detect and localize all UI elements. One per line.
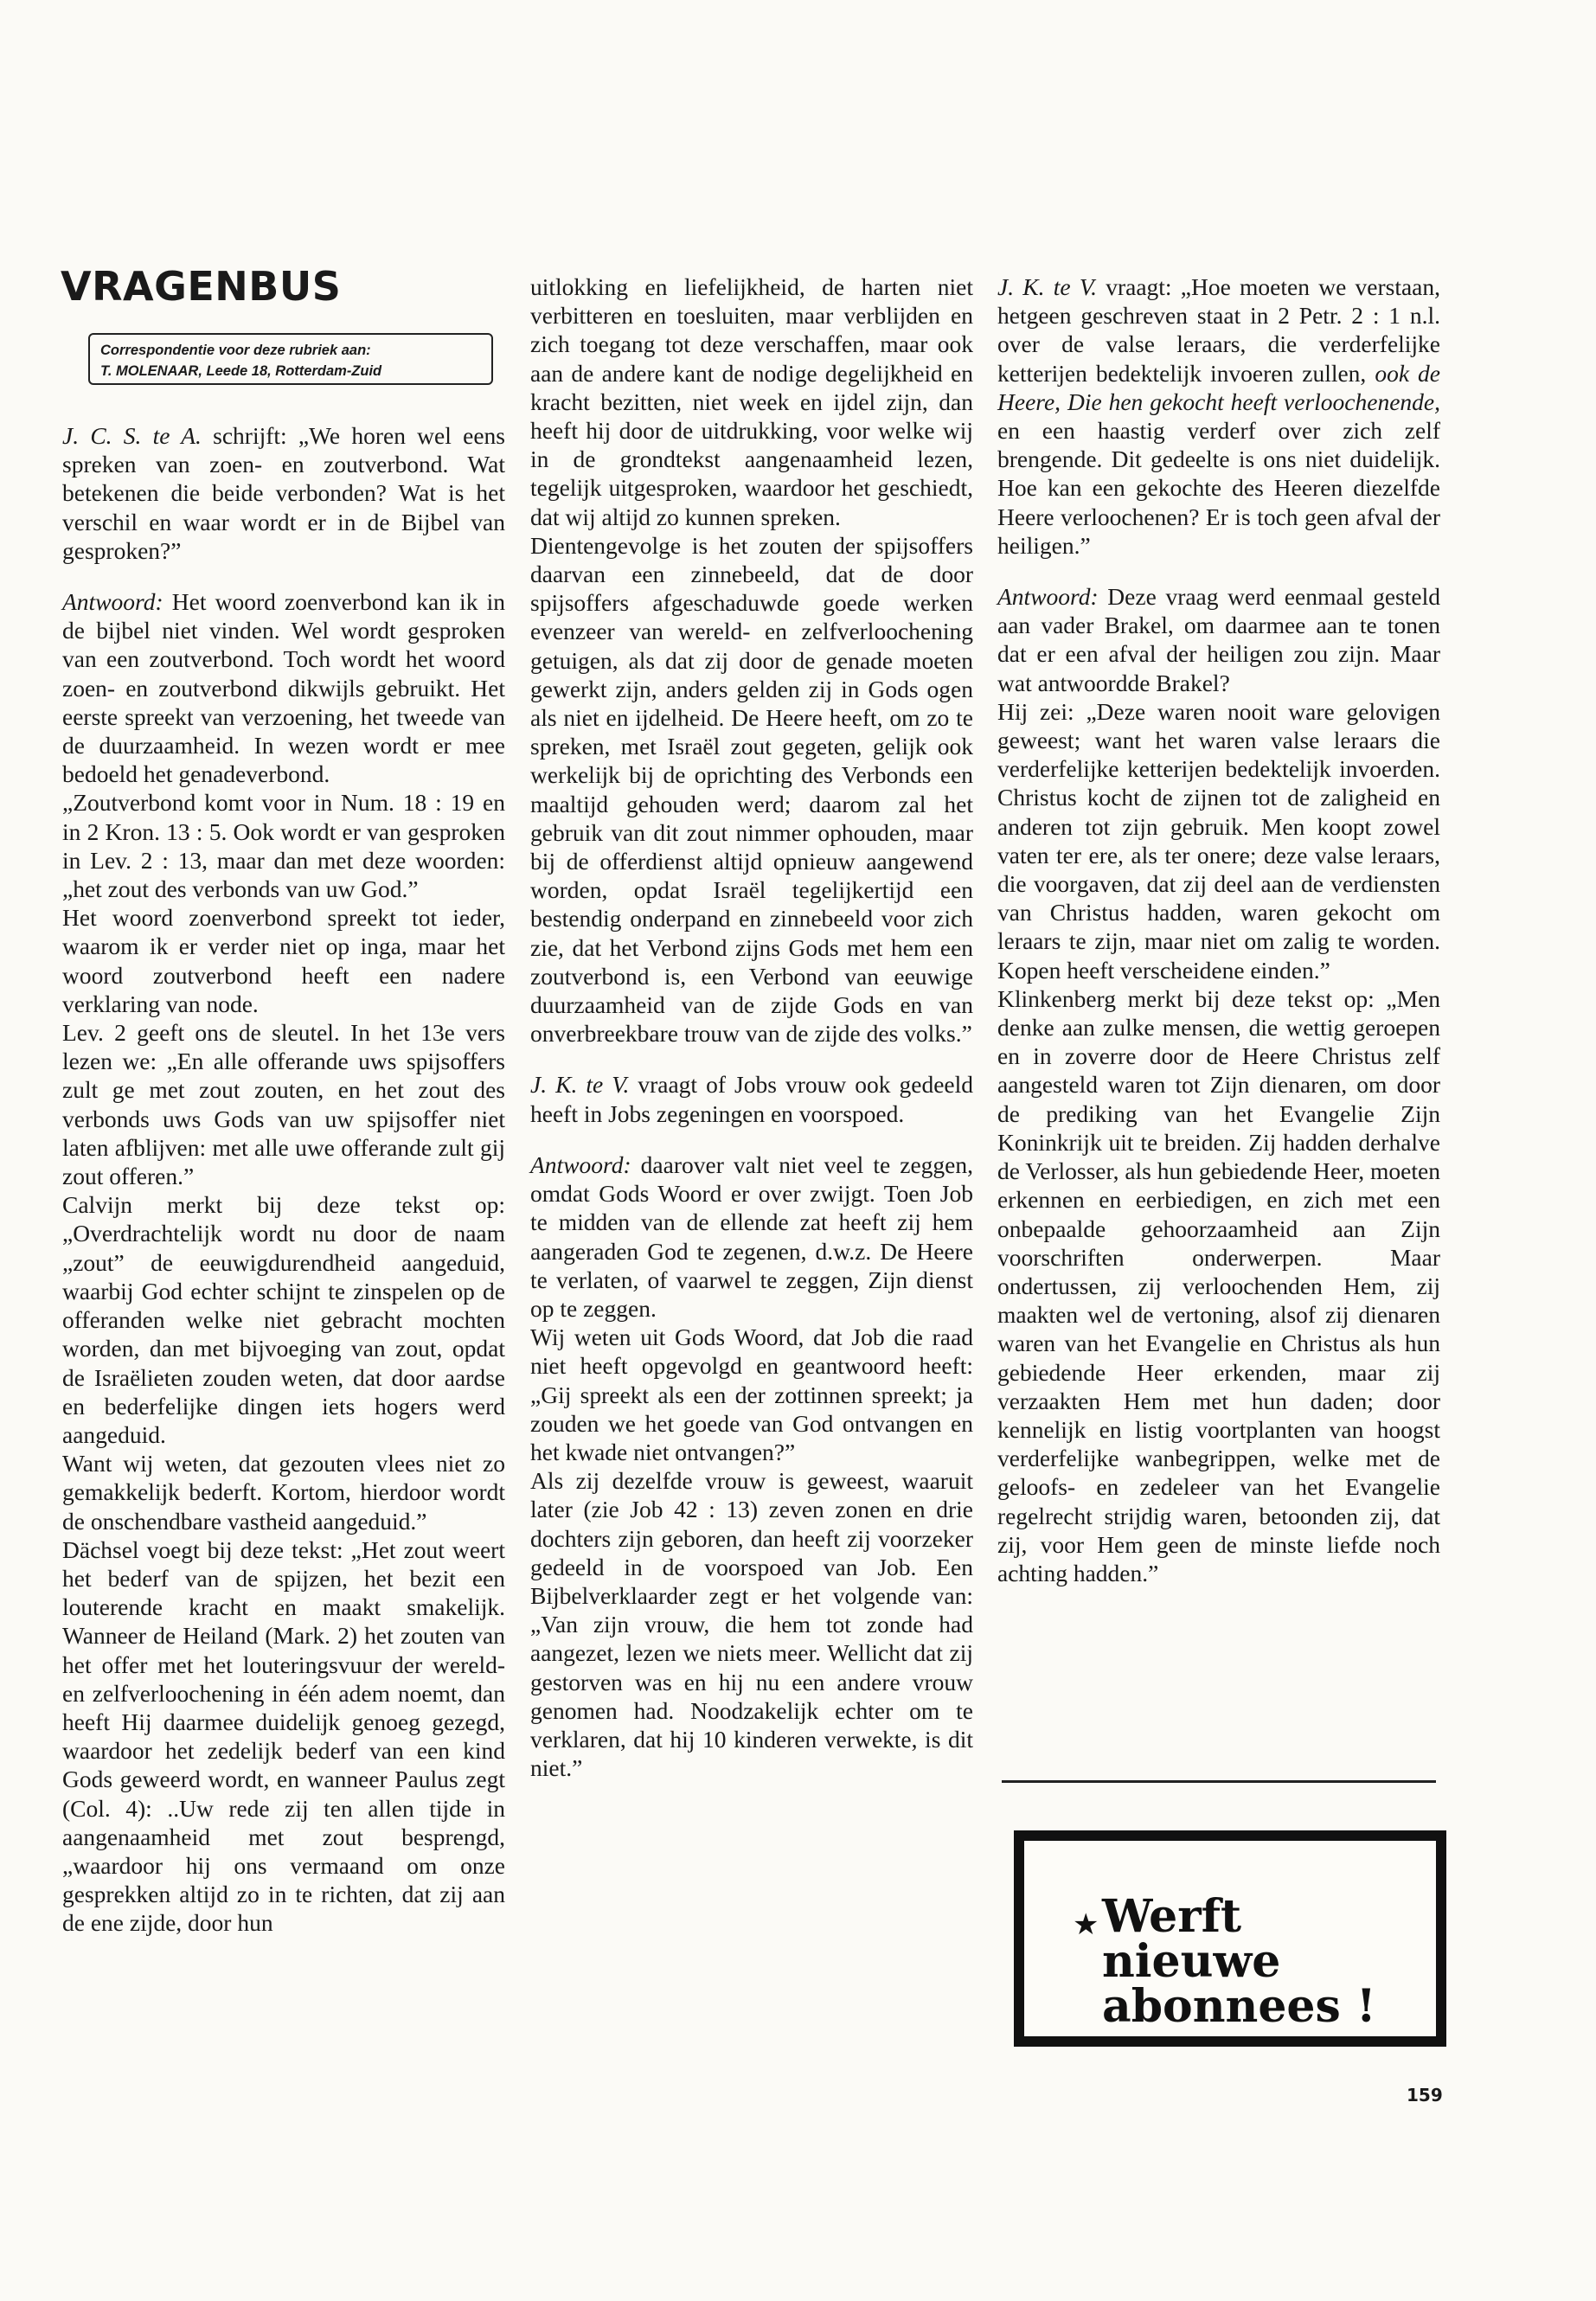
- question-asker: J. K. te V.: [530, 1071, 630, 1099]
- answer-text: daarover valt niet veel te zeggen, omdat Gods Woord er over zwijgt. Toen Job te midden van de ellende zat heeft zij hem aangeraden God te zegenen, d.w.z. De Heere te verlaten, of vaarwel te zeggen, Zijn dienst op te zeggen.: [530, 1150, 973, 1322]
- answer-paragraph: Dientengevolge is het zouten der spijsoffers daarvan een zinnebeeld, dat de door spijsoffers afgeschaduwde goede werken evenzeer van wereld- en zelfverloochening getuigen, als dat zij door de genade moeten gewerkt zijn, anders gelden zij in Gods ogen als niet en ijdelheid. De Heere heeft, om zo te spreken, met Israël zout gegeten, gelijk ook werkelijk bij de oprichting des Verbonds een maaltijd gehouden werd; daarom zal het gebruik van dit zout nimmer ophouden, maar bij de offerdienst altijd opnieuw aangewend worden, opdat Israël tegelijkertijd een bestendig onderpand en zinnebeeld voor zich zie, dat het Verbond zijns Gods met hem een zoutverbond is, een Verbond van eeuwige duurzaamheid van de zijde Gods en van onverbreekbare trouw van de zijde des volks.”: [530, 531, 973, 1048]
- question-text: en een haastig verderf over zich zelf brengende. Dit gedeelte is ons niet duidelijk. Hoe kan een gekochte des Heeren diezelfde Heere verloochenen? Er is toch geen afval der heiligen.”: [997, 417, 1440, 559]
- answer-label: Antwoord:: [530, 1150, 631, 1178]
- text-column-3: [997, 272, 1440, 1587]
- question-text: vraagt: „Hoe moeten we verstaan, hetgeen geschreven staat in 2 Petr. 2 : 1 n.l. over de valse leraars, die verderfelijke ketterijen bedektelijk invoeren zullen,: [997, 273, 1440, 387]
- answer-paragraph: Het woord zoenverbond spreekt tot ieder, waarom ik er verder niet op inga, maar het woord zoutverbond heeft een nadere verklaring van node.: [62, 904, 505, 1017]
- answer-paragraph: uitlokking en liefelijkheid, de harten niet verbitteren en toesluiten, maar verblijden en zich toegang tot deze verschaffen, maar ook aan de andere kant de nodige degelijkheid en kracht bezitten, niet week en ijdel zijn, dan heeft hij door de uitdrukking, voor welke wij in de grondtekst aangenaamheid lezen, tegelijk uitgesproken, waardoor het geschiedt, dat wij altijd zo kunnen spreken.: [530, 273, 973, 530]
- star-icon: ★: [1073, 1907, 1099, 1942]
- answer-paragraph: Calvijn merkt bij deze tekst op: „Overdrachtelijk wordt nu door de naam „zout” de eeuwigdurendheid aangeduid, waarbij God echter schijnt te zinspelen op de offeranden welke niet gebracht mochten worden, dan met bijvoeging van zout, opdat de Israëlieten zouden weten, dat door aardse en bederfelijke dingen iets hogers werd aangeduid.: [62, 1191, 505, 1448]
- correspondence-box: [88, 333, 493, 385]
- question-asker: J. C. S. te A.: [62, 422, 202, 449]
- answer-paragraph: [530, 1150, 973, 1323]
- answer-paragraph: Klinkenberg merkt bij deze tekst op: „Men denke aan zulke mensen, die wettig geroepen en in zoverre door de Heere Christus zelf aangesteld waren tot Zijn dienaren, om door de prediking van het Evangelie Zijn Koninkrijk uit te breiden. Zij hadden derhalve de Verlosser, als hun gebiedende Heer, moeten erkennen en eerbiedigen, en zich met een onbepaalde gehoorzaamheid aan Zijn voorschriften onderwerpen. Maar ondertussen, zij verloochenden Hem, zij maakten wel de vertoning, alsof zij dienaren waren van het Evangelie en Christus als hun gebiedende Heer erkenden, maar zij verzaakten Hem met hun daden; door kennelijk en listig voortplanten van hoogst verderfelijke wanbegrippen, welke met de geloofs- en zedeleer van het Evangelie regelrecht strijdig waren, betoonden zij, dat zij, voor Hem geen de minste liefde noch achting hadden.”: [997, 984, 1440, 1586]
- answer-label: Antwoord:: [997, 583, 1099, 611]
- answer-paragraph: [62, 587, 505, 788]
- page-number: 159: [1407, 2085, 1443, 2106]
- answer-text: Deze vraag werd eenmaal gesteld aan vader Brakel, om daarmee aan te tonen dat er een afval der heiligen zou zijn. Maar wat antwoordde Brakel?: [997, 583, 1440, 696]
- question-paragraph: [530, 1070, 973, 1127]
- correspondence-line-2: T. MOLENAAR, Leede 18, Rotterdam-Zuid: [100, 363, 382, 379]
- text-column-1: [62, 421, 505, 1938]
- question-paragraph: [62, 421, 505, 565]
- answer-paragraph: Als zij dezelfde vrouw is geweest, waaruit later (zie Job 42 : 13) zeven zonen en drie dochters zijn geboren, dan heeft zij voorzeker gedeeld in de voorspoed van Job. Een Bijbelverklaarder zegt er het volgende van: „Van zijn vrouw, die hem tot zonde had aangezet, lezen we niets meer. Wellicht dat zij gestorven was en hij nu een andere vrouw genomen had. Noodzakelijk echter om te verklaren, dat hij 10 kinderen verwekte, is dit niet.”: [530, 1467, 973, 1782]
- column-heading: VRAGENBUS: [61, 263, 342, 310]
- answer-paragraph: Lev. 2 geeft ons de sleutel. In het 13e vers lezen we: „En alle offerande uws spijsoffers zult ge met zout zouten, en het zout des verbonds uws Gods van uw spijsoffer niet laten afblijven: met alle uwe offerande zult gij zout offeren.”: [62, 1019, 505, 1190]
- scripture-quote: ook de Heere, Die hen gekocht heeft verloochenende,: [997, 359, 1440, 415]
- answer-paragraph: „Zoutverbond komt voor in Num. 18 : 19 en in 2 Kron. 13 : 5. Ook wordt er van gesproken in Lev. 2 : 13, maar dan met deze woorden: „het zout des verbonds van uw God.”: [62, 789, 505, 903]
- question-asker: J. K. te V.: [997, 273, 1097, 300]
- answer-label: Antwoord:: [62, 588, 163, 616]
- question-text: schrijft: „We horen wel eens spreken van zoen- en zoutverbond. Wat betekenen die beide verbonden? Wat is het verschil en waar wordt er in de Bijbel van gesproken?”: [62, 422, 505, 564]
- answer-paragraph: Hij zei: „Deze waren nooit ware gelovigen geweest; want het waren valse leraars die verderfelijke ketterijen bedektelijk invoerden. Christus kocht de zijnen tot de zaligheid en anderen tot zijn gebruik. Men koopt zowel vaten ter ere, als ter onere; deze valse leraars, die voorgaven, dat zij deel aan de verdiensten van Christus hadden, waren gekocht om leraars te zijn, maar niet om zalig te worden. Kopen heeft verscheidene einden.”: [997, 697, 1440, 984]
- subscription-promo-box: [1014, 1830, 1446, 2047]
- answer-paragraph: Wij weten uit Gods Woord, dat Job die raad niet heeft opgevolgd en geantwoord heeft: „Gij spreekt als een der zottinnen spreekt; ja zouden we het goede van God ontvangen en het kwade niet ontvangen?”: [530, 1324, 973, 1465]
- text-column-2: [530, 272, 973, 1782]
- section-divider: [1002, 1780, 1436, 1783]
- answer-text: Het woord zoenverbond kan ik in de bijbel niet vinden. Wel wordt gesproken van een zoutverbond. Toch wordt het woord zoen- en zoutverbond dikwijls gebruikt. Het eerste spreekt van verzoening, het tweede van de duurzaamheid. In wezen wordt er mee bedoeld het genadeverbond.: [62, 588, 505, 788]
- answer-paragraph: Dächsel voegt bij deze tekst: „Het zout weert het bederf van de spijzen, het bezit een louterende kracht en maakt smakelijk. Wanneer de Heiland (Mark. 2) het zouten van het offer met het louteringsvuur der wereld- en zelfverloochening in één adem noemt, dan heeft Hij daarmee duidelijk genoeg gezegd, waardoor het zedelijk bederf van een kind Gods geweerd wordt, en wanneer Paulus zegt (Col. 4): ..Uw rede zij ten allen tijde in aangenaamheid met zout besprengd, „waardoor hij ons vermaand om onze gesprekken altijd zo in te richten, dat zij aan de ene zijde, door hun: [62, 1535, 505, 1937]
- question-paragraph: [997, 272, 1440, 560]
- answer-paragraph: [997, 582, 1440, 697]
- answer-paragraph: Want wij weten, dat gezouten vlees niet zo gemakkelijk bederft. Kortom, hierdoor wordt de onschendbare vastheid aangeduid.”: [62, 1450, 505, 1535]
- promo-text: Werft nieuwe abonnees !: [1102, 1890, 1376, 2033]
- correspondence-line-1: Correspondentie voor deze rubriek aan:: [100, 343, 371, 358]
- question-text: vraagt of Jobs vrouw ook gedeeld heeft in Jobs zegeningen en voorspoed.: [530, 1071, 974, 1127]
